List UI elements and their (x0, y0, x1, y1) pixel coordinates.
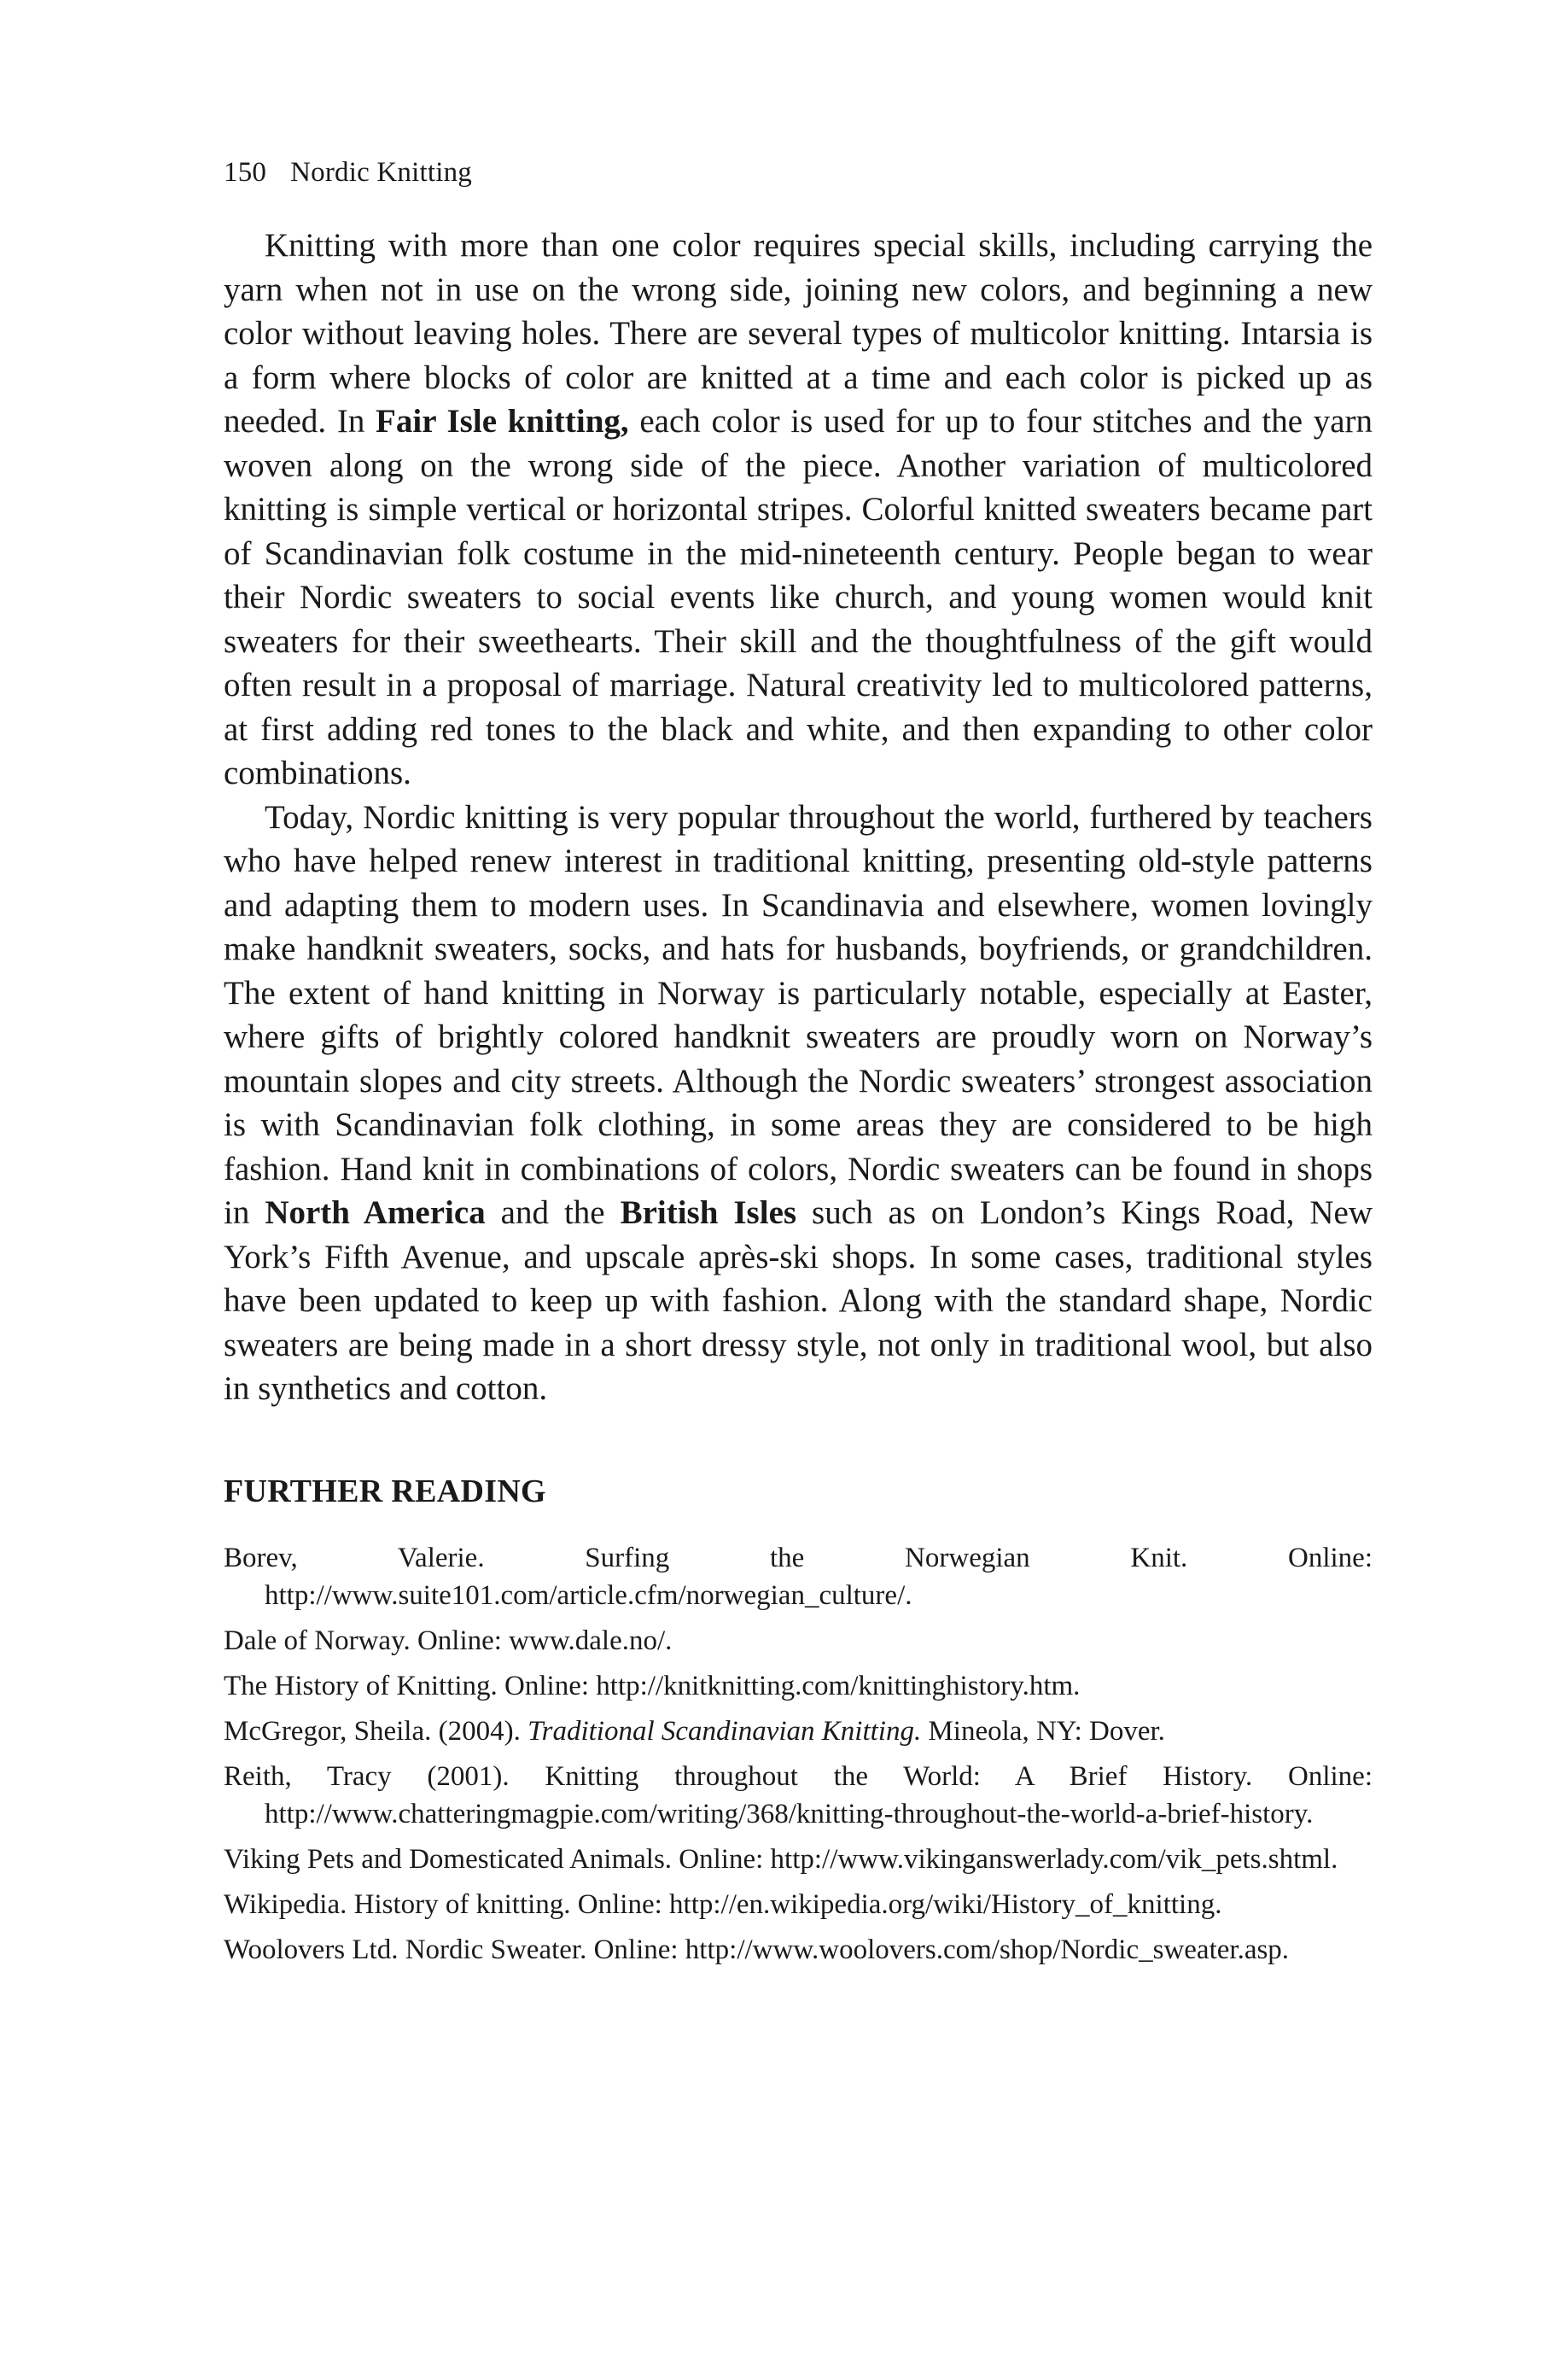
page-number: 150 (224, 157, 267, 188)
reference-text: Wikipedia. History of knitting. Online: http://en.wikipedia.org/wiki/History_of_knitting. (224, 1888, 1222, 1920)
reference-item (224, 1758, 1373, 1833)
body-paragraph-2 (224, 796, 1373, 1411)
reference-text: Dale of Norway. Online: www.dale.no/. (224, 1625, 673, 1656)
paragraph-2-text-c: such as on London’s Kings Road, New York’s Fifth Avenue, and upscale après-ski shops. In some cases, traditional styles have been updated to keep up with fashion. Along with the standard shape, Nordic sweaters are being made in a short dressy style, not only in traditional wool, but also in synthetics and cotton. (224, 1194, 1373, 1407)
paragraph-1-text-a: Knitting with more than one color requires special skills, including carrying the yarn when not in use on the wrong side, joining new colors, and beginning a new color without leaving holes. There are several types of multicolor knitting. Intarsia is a form where blocks of color are knitted at a time and each color is picked up as needed. In (224, 227, 1373, 440)
reference-item (224, 1539, 1373, 1614)
reference-item (224, 1713, 1373, 1750)
reference-text: Viking Pets and Domesticated Animals. Online: http://www.vikinganswerlady.com/vik_pets.shtml. (224, 1843, 1338, 1875)
running-title: Nordic Knitting (290, 157, 473, 188)
paragraph-2-text-a: Today, Nordic knitting is very popular throughout the world, furthered by teachers who have helped renew interest in traditional knitting, presenting old-style patterns and adapting them to modern uses. In Scandinavia and elsewhere, women lovingly make handknit sweaters, socks, and hats for husbands, boyfriends, or grandchildren. The extent of hand knitting in Norway is particularly notable, especially at Easter, where gifts of brightly colored handknit sweaters are proudly worn on Norway’s mountain slopes and city streets. Although the Nordic sweaters’ strongest association is with Scandinavian folk clothing, in some areas they are considered to be high fashion. Hand knit in combinations of colors, Nordic sweaters can be found in shops in (224, 798, 1373, 1231)
term-fair-isle-knitting: Fair Isle knitting, (376, 403, 629, 440)
reference-text: The History of Knitting. Online: http://knitknitting.com/knittinghistory.htm. (224, 1670, 1081, 1701)
reference-book-title: Traditional Scandinavian Knitting. (528, 1715, 922, 1747)
body-paragraph-1 (224, 224, 1373, 796)
paragraph-1-text-b: each color is used for up to four stitches and the yarn woven along on the wrong side of the piece. Another variation of multicolored knitting is simple vertical or horizontal stripes. Colorful knitted sweaters became part of Scandinavian folk costume in the mid-nineteenth century. People began to wear their Nordic sweaters to social events like church, and young women would knit sweaters for their sweethearts. Their skill and the thoughtfulness of the gift would often result in a proposal of marriage. Natural creativity led to multicolored patterns, at first adding red tones to the black and white, and then expanding to other color combinations. (224, 403, 1373, 791)
reference-text: Woolovers Ltd. Nordic Sweater. Online: http://www.woolovers.com/shop/Nordic_sweater.asp. (224, 1934, 1290, 1965)
reference-list (224, 1539, 1373, 1969)
reference-text: Borev, Valerie. Surfing the Norwegian Knit. Online: http://www.suite101.com/article.cfm/norwegian_culture/. (224, 1542, 1373, 1611)
reference-text: Reith, Tracy (2001). Knitting throughout the World: A Brief History. Online: http://www.chatteringmagpie.com/writing/368/knitting-throughout-the-world-a-brief-history. (224, 1760, 1373, 1829)
reference-item (224, 1667, 1373, 1705)
reference-text-pre: McGregor, Sheila. (2004). (224, 1715, 528, 1747)
reference-item (224, 1841, 1373, 1878)
term-british-isles: British Isles (620, 1194, 797, 1231)
reference-item (224, 1931, 1373, 1969)
book-page (224, 154, 1373, 1976)
running-head (224, 154, 1373, 191)
further-reading-heading: FURTHER READING (224, 1473, 546, 1509)
reference-item (224, 1886, 1373, 1923)
term-north-america: North America (265, 1194, 486, 1231)
reference-text-post: Mineola, NY: Dover. (921, 1715, 1165, 1747)
reference-item (224, 1622, 1373, 1660)
paragraph-2-text-b: and the (485, 1194, 621, 1231)
